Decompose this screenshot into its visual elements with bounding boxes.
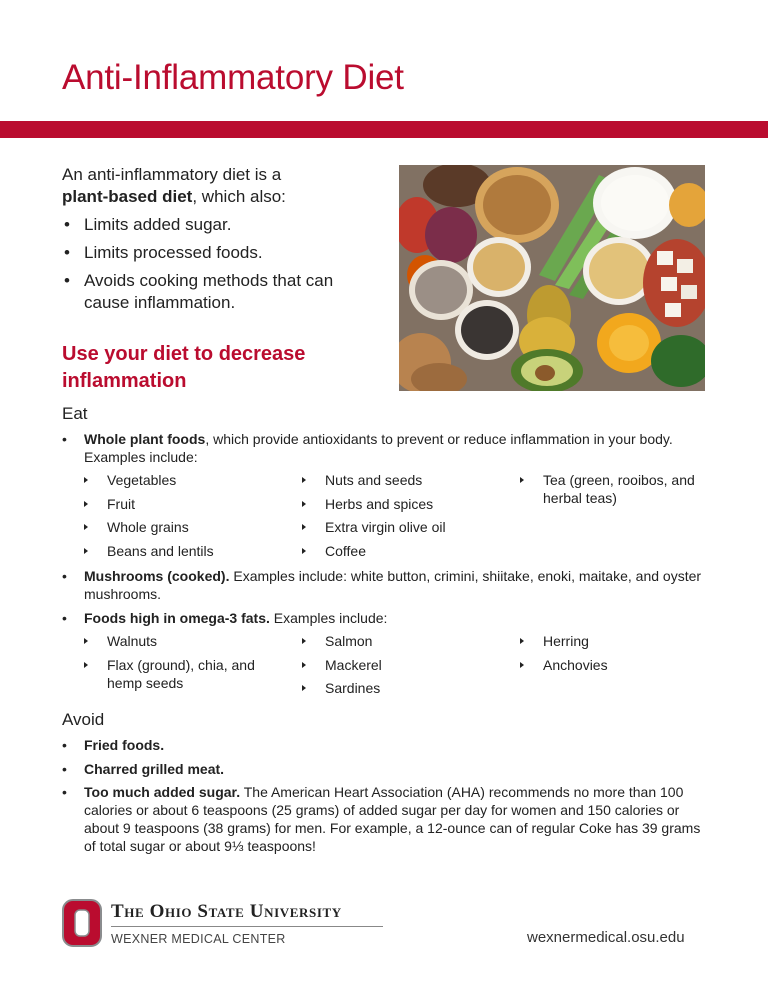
- example-item: Herring: [520, 632, 710, 650]
- university-name: The Ohio State University: [111, 901, 342, 922]
- example-item: Walnuts: [84, 632, 274, 650]
- example-item: Whole grains: [84, 518, 284, 536]
- food-photo-illustration: [399, 165, 705, 391]
- avoid-item-fried: • Fried foods.: [62, 737, 165, 753]
- avoid-heading: Avoid: [62, 710, 105, 729]
- example-item: Herbs and spices: [302, 495, 502, 513]
- triangle-bullet-icon: [302, 501, 306, 507]
- example-item: Beans and lentils: [84, 542, 284, 560]
- example-item: Anchovies: [520, 656, 710, 674]
- bullet-icon: •: [62, 737, 67, 753]
- bullet-icon: •: [62, 610, 67, 626]
- example-item: Tea (green, rooibos, and herbal teas): [520, 471, 710, 507]
- example-item: Sardines: [302, 679, 502, 697]
- triangle-bullet-icon: [84, 638, 88, 644]
- bullet-icon: •: [62, 784, 67, 800]
- food-photo: [399, 165, 705, 391]
- triangle-bullet-icon: [84, 548, 88, 554]
- triangle-bullet-icon: [84, 524, 88, 530]
- eat-item-mushrooms: • Mushrooms (cooked). Examples include: white button, crimini, shiitake, enoki, maitake, and oyster mushrooms.: [62, 568, 702, 602]
- footer-divider: [111, 926, 383, 927]
- intro-bullet: • Avoids cooking methods that can cause inflammation.: [64, 271, 334, 312]
- avoid-item-sugar: • Too much added sugar. The American Heart Association (AHA) recommends no more than 100 calories or about 6 teaspoons (25 grams) of added sugar per day for women and 150 calories or about 9 teaspoons (38 grams) for men. For example, a 12-ounce can of regular Coke has 39 grams of total sugar or about 9⅓ teaspoons!: [62, 784, 701, 854]
- bullet-icon: •: [64, 243, 70, 262]
- example-item: Extra virgin olive oil: [302, 518, 502, 536]
- title-divider-bar: [0, 121, 768, 138]
- example-item: Vegetables: [84, 471, 284, 489]
- bullet-icon: •: [64, 215, 70, 234]
- bullet-icon: •: [62, 568, 67, 584]
- example-item: Flax (ground), chia, and hemp seeds: [84, 656, 274, 692]
- triangle-bullet-icon: [302, 662, 306, 668]
- example-item: Nuts and seeds: [302, 471, 502, 489]
- example-item: Fruit: [84, 495, 284, 513]
- triangle-bullet-icon: [302, 548, 306, 554]
- bullet-icon: •: [62, 761, 67, 777]
- eat-item-whole-plant: • Whole plant foods, which provide antioxidants to prevent or reduce inflammation in your body. Examples include:: [62, 431, 673, 465]
- example-item: Coffee: [302, 542, 502, 560]
- triangle-bullet-icon: [520, 638, 524, 644]
- triangle-bullet-icon: [302, 477, 306, 483]
- triangle-bullet-icon: [302, 685, 306, 691]
- intro-paragraph: [62, 164, 382, 208]
- triangle-bullet-icon: [302, 638, 306, 644]
- example-item: Salmon: [302, 632, 502, 650]
- triangle-bullet-icon: [520, 662, 524, 668]
- block-o-logo-icon: [62, 899, 102, 947]
- intro-bullet-list: [62, 214, 382, 314]
- intro-bold: plant-based diet: [62, 187, 193, 206]
- intro-bullet: • Limits processed foods.: [64, 243, 263, 262]
- triangle-bullet-icon: [302, 524, 306, 530]
- bullet-icon: •: [64, 271, 70, 290]
- intro-block: [62, 164, 382, 320]
- intro-bullet: • Limits added sugar.: [64, 215, 232, 234]
- website-url[interactable]: wexnermedical.osu.edu: [527, 929, 685, 946]
- intro-line1: An anti-inflammatory diet is a: [62, 165, 282, 184]
- bullet-icon: •: [62, 431, 67, 447]
- eat-item-omega3: • Foods high in omega-3 fats. Examples include:: [62, 610, 388, 626]
- triangle-bullet-icon: [84, 662, 88, 668]
- triangle-bullet-icon: [84, 501, 88, 507]
- intro-rest: , which also:: [192, 187, 286, 206]
- triangle-bullet-icon: [84, 477, 88, 483]
- example-item: Mackerel: [302, 656, 502, 674]
- page-title: Anti-Inflammatory Diet: [62, 58, 404, 97]
- eat-heading: Eat: [62, 404, 88, 423]
- medical-center-name: WEXNER MEDICAL CENTER: [111, 932, 286, 946]
- triangle-bullet-icon: [520, 477, 524, 483]
- section-subheading: Use your diet to decrease inflammation: [62, 343, 306, 392]
- avoid-item-charred: • Charred grilled meat.: [62, 761, 225, 777]
